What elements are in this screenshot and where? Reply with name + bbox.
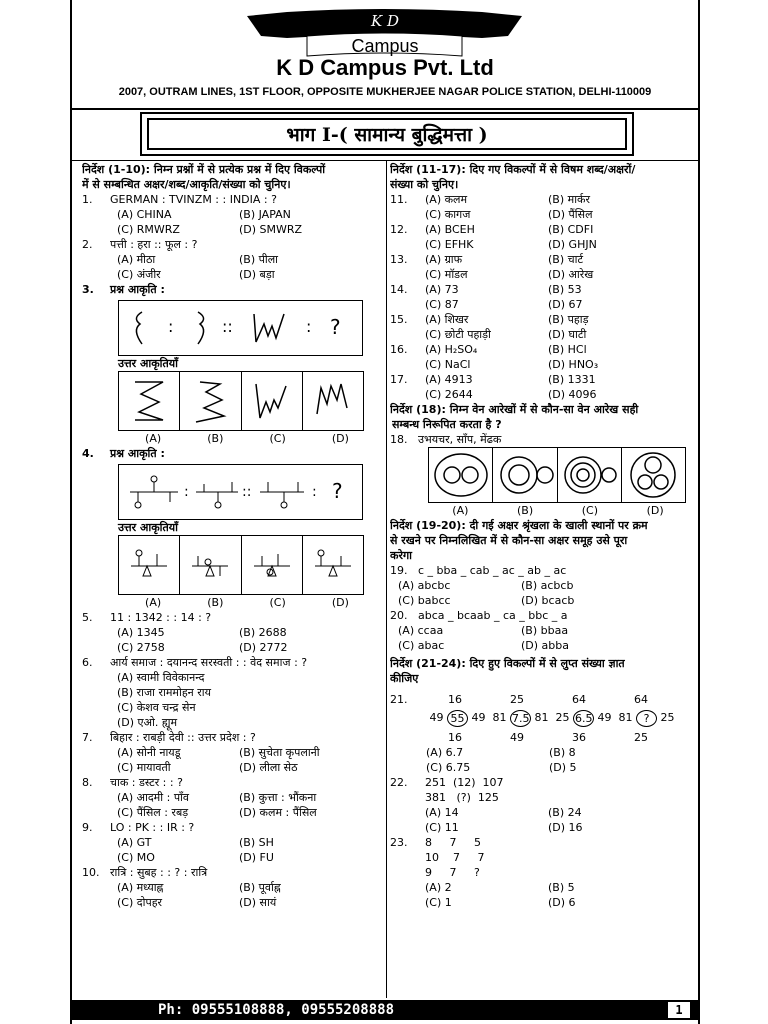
option-c[interactable]: (C) पैंसिल : रबड़ [117, 806, 189, 819]
number-cell: 49 [429, 711, 444, 724]
q-text: LO : PK : : IR : ? [110, 821, 195, 834]
option-d[interactable]: (D) 67 [548, 298, 583, 311]
option-c[interactable]: (C) 2644 [425, 388, 473, 401]
q2-options [117, 252, 390, 282]
q-number: 15. [390, 313, 408, 326]
venn-diagram-icon [495, 450, 555, 500]
number-cell: 25 [510, 693, 524, 706]
instruction-19-20-cont: से रखने पर निम्नलिखित में से कौन-सा अक्षर समूह उसे पूरा [390, 534, 628, 547]
q-number: 22. [390, 776, 408, 789]
q18-figure-b[interactable] [493, 448, 557, 502]
q-number: 21. [390, 693, 408, 706]
q-number: 1. [82, 193, 93, 206]
question-12 [390, 222, 696, 252]
number-cell: 25 [555, 711, 570, 724]
q-text: abca _ bcaab _ ca _ bbc _ a [418, 609, 568, 622]
q1-options [117, 207, 390, 237]
instruction-19-20-cont2: करेगा [390, 549, 412, 562]
q-number: 23. [390, 836, 408, 849]
option-d[interactable]: (D) 2772 [239, 641, 288, 654]
instruction-19-20: निर्देश (19-20): दी गई अक्षर श्रृंखला के खाली स्थानों पर क्रम [390, 519, 648, 532]
figure-label-c: (C) [269, 596, 286, 609]
q3-figure-b[interactable] [180, 372, 241, 430]
svg-text:?: ? [330, 315, 341, 339]
svg-text:::: :: [222, 317, 233, 336]
number-cell: 16 [448, 693, 462, 706]
option-d[interactable]: (D) bcacb [521, 594, 575, 607]
q4-answer-figures-label: उत्तर आकृतियाँ [118, 521, 178, 534]
option-d[interactable]: (D) आरेख [548, 268, 594, 281]
option-d[interactable]: (D) 5 [549, 761, 577, 774]
option-d[interactable]: (D) बड़ा [239, 268, 275, 281]
option-c[interactable]: (C) MO [117, 851, 155, 864]
option-c[interactable]: (C) अंजीर [117, 268, 161, 281]
q-number: 18. [390, 433, 408, 446]
option-c[interactable]: (C) मॉडल [425, 268, 468, 281]
venn-diagram-icon [623, 450, 683, 500]
q-number: 17. [390, 373, 408, 386]
option-d[interactable]: (D) 16 [548, 821, 583, 834]
option-d[interactable]: (D) 6 [548, 896, 576, 909]
option-b[interactable]: (B) SH [239, 836, 274, 849]
q12-options [425, 222, 668, 252]
option-b[interactable]: (B) HCl [548, 343, 587, 356]
q-text: रात्रि : सुबह : : ? : रात्रि [110, 866, 208, 879]
q4-answer-figures [118, 535, 364, 595]
option-b[interactable]: (B) JAPAN [239, 208, 291, 221]
svg-text:::: :: [242, 484, 252, 500]
instruction-21-24-cont: कीजिए [390, 672, 419, 685]
q-text: प्रश्न आकृति : [110, 447, 165, 460]
footer-bar [70, 1000, 700, 1020]
question-8 [82, 775, 390, 790]
option-c[interactable]: (C) मायावती [117, 761, 171, 774]
q-number: 2. [82, 238, 93, 251]
option-c[interactable]: (C) 11 [425, 821, 459, 834]
venn-diagram-icon [431, 450, 491, 500]
figure-label-b: (B) [207, 596, 224, 609]
footer-phone: Ph: 09555108888, 09555208888 [158, 1002, 395, 1018]
instruction-1-10-cont: में से सम्बन्धित अक्षर/शब्द/आकृति/संख्या को चुनिए। [82, 178, 291, 191]
q23-row-1: 8 7 5 [425, 836, 481, 849]
option-c[interactable]: (C) 6.75 [426, 761, 471, 774]
q-number: 5. [82, 611, 93, 624]
q3-figure-a[interactable] [119, 372, 180, 430]
zigzag-figure-icon [129, 378, 169, 424]
option-b[interactable]: (B) acbcb [521, 579, 574, 592]
option-d[interactable]: (D) SMWRZ [239, 223, 303, 236]
option-a[interactable]: (A) GT [117, 836, 152, 849]
svg-text::: : [312, 484, 317, 500]
question-15 [390, 312, 696, 342]
figure-label-a: (A) [145, 596, 162, 609]
q-number: 14. [390, 283, 408, 296]
option-d[interactable]: (D) एओ. ह्यूम [117, 716, 178, 729]
q11-options [425, 192, 668, 222]
q-number: 13. [390, 253, 408, 266]
q21-bottom-row [424, 730, 696, 745]
option-a[interactable]: (A) सोनी नायडू [117, 746, 181, 759]
q-number: 10. [82, 866, 100, 879]
figure-label-b: (B) [207, 432, 224, 445]
instruction-11-17: निर्देश (11-17): दिए गए विकल्पों में से विषम शब्द/अक्षरों/ [390, 163, 636, 176]
question-10 [82, 865, 390, 880]
q3-figure-d[interactable] [303, 372, 363, 430]
option-a[interactable]: (A) 2 [425, 881, 452, 894]
option-a[interactable]: (A) abcbc [398, 579, 451, 592]
q5-options [117, 625, 390, 655]
option-a[interactable]: (A) H₂SO₄ [425, 343, 478, 356]
q18-figure-c[interactable] [558, 448, 622, 502]
q22-row-2: 381 (?) 125 [425, 791, 499, 804]
option-d[interactable]: (D) HNO₃ [548, 358, 599, 371]
q15-options [425, 312, 668, 342]
instruction-11-17-cont: संख्या को चुनिए। [390, 178, 459, 191]
balance-figure-icon [311, 542, 355, 588]
option-c[interactable]: (C) abac [398, 639, 445, 652]
q16-options [425, 342, 668, 372]
q-number: 16. [390, 343, 408, 356]
question-1 [82, 192, 390, 207]
question-3 [82, 282, 390, 297]
option-a[interactable]: (A) 6.7 [426, 746, 464, 759]
option-b[interactable]: (B) bbaa [521, 624, 569, 637]
question-18 [390, 432, 696, 447]
option-b[interactable]: (B) 8 [549, 746, 576, 759]
option-d[interactable]: (D) सायं [239, 896, 277, 909]
q4-figure-b[interactable] [180, 536, 241, 594]
option-c[interactable]: (C) केशव चन्द्र सेन [117, 701, 196, 714]
q13-options [425, 252, 668, 282]
option-b[interactable]: (B) मार्कर [548, 193, 590, 206]
option-a[interactable]: (A) शिखर [425, 313, 469, 326]
q22-row-1: 251 (12) 107 [425, 776, 504, 789]
q-number: 3. [82, 283, 94, 296]
question-5 [82, 610, 390, 625]
q3-question-figure [118, 300, 363, 356]
q-text: GERMAN : TVINZM : : INDIA : ? [110, 193, 277, 206]
q-number: 8. [82, 776, 93, 789]
option-b[interactable]: (B) पीला [239, 253, 279, 266]
q18-venn-figures [428, 447, 686, 503]
option-a[interactable]: (A) मध्याह्न [117, 881, 164, 894]
instruction-1-10: निर्देश (1-10): निम्न प्रश्नों में से प्रत्येक प्रश्न में दिए विकल्पों [82, 163, 326, 176]
q8-options [117, 790, 390, 820]
balance-figure-icon [250, 542, 294, 588]
option-a[interactable]: (A) 73 [425, 283, 459, 296]
option-b[interactable]: (B) 1331 [548, 373, 596, 386]
number-cell: 49 [597, 711, 612, 724]
question-23 [390, 835, 696, 850]
option-d[interactable]: (D) लीला सेठ [239, 761, 298, 774]
q-number: 4. [82, 447, 94, 460]
option-b[interactable]: (B) चार्ट [548, 253, 584, 266]
q-text: प्रश्न आकृति : [110, 283, 165, 296]
option-b[interactable]: (B) 53 [548, 283, 582, 296]
question-2 [82, 237, 390, 252]
q-text: बिहार : राबड़ी देवी :: उत्तर प्रदेश : ? [110, 731, 256, 744]
option-a[interactable]: (A) ccaa [398, 624, 444, 637]
q20-options [398, 623, 696, 653]
option-c[interactable]: (C) RMWRZ [117, 223, 180, 236]
option-c[interactable]: (C) कागज [425, 208, 471, 221]
section-title-box [140, 112, 634, 156]
logo-campus-text: Campus [351, 36, 419, 56]
figure-label-d: (D) [331, 596, 349, 609]
q7-options [117, 745, 390, 775]
q17-options [425, 372, 668, 402]
figure-label-c: (C) [269, 432, 286, 445]
option-c[interactable]: (C) NaCl [425, 358, 471, 371]
number-cell: 81 [492, 711, 507, 724]
q4-figure-labels [122, 595, 372, 610]
figure-label-d: (D) [331, 432, 349, 445]
q-number: 9. [82, 821, 93, 834]
logo-kd-text: K D [370, 12, 399, 30]
q3-figure-labels [122, 431, 372, 446]
svg-text::: : [306, 317, 312, 336]
option-d[interactable]: (D) घाटी [548, 328, 587, 341]
number-cell: 16 [448, 731, 462, 744]
company-address: 2007, OUTRAM LINES, 1ST FLOOR, OPPOSITE MUKHERJEE NAGAR POLICE STATION, DELHI-110009 [118, 86, 652, 98]
question-9 [82, 820, 390, 835]
left-column [82, 162, 390, 910]
q-number: 19. [390, 564, 408, 577]
q3-figure-c[interactable] [242, 372, 303, 430]
q-number: 12. [390, 223, 408, 236]
page-number: 1 [668, 1002, 690, 1018]
figure-label-d: (D) [646, 504, 664, 517]
zigzag-figure-icon [252, 378, 292, 424]
figure-label-c: (C) [581, 504, 598, 517]
q-text: उभयचर, साँप, मेंढक [418, 433, 502, 446]
question-21 [390, 692, 696, 707]
option-a[interactable]: (A) आदमी : पाँव [117, 791, 190, 804]
question-22 [390, 775, 696, 790]
svg-text:?: ? [332, 479, 343, 503]
figure-label-a: (A) [145, 432, 162, 445]
q3-answer-figures-label: उत्तर आकृतियाँ [118, 357, 178, 370]
question-17 [390, 372, 696, 402]
q10-options [117, 880, 390, 910]
q-number: 7. [82, 731, 93, 744]
q14-options [425, 282, 668, 312]
option-b[interactable]: (B) राजा राममोहन राय [117, 686, 212, 699]
right-column [390, 162, 696, 910]
option-a[interactable]: (A) ग्राफ [425, 253, 463, 266]
number-cell: 64 [572, 693, 586, 706]
q22-options [425, 805, 696, 835]
option-d[interactable]: (D) abba [521, 639, 569, 652]
q-text: आर्य समाज : दयानन्द सरस्वती : : वेद समाज : ? [110, 656, 308, 669]
q6-options [117, 670, 390, 730]
q9-options [117, 835, 390, 865]
q23-options [425, 880, 696, 910]
option-b[interactable]: (B) पूर्वाह्न [239, 881, 281, 894]
q21-top-row [424, 692, 672, 707]
circled-number: ? [636, 710, 657, 727]
option-c[interactable]: (C) छोटी पहाड़ी [425, 328, 491, 341]
instruction-21-24: निर्देश (21-24): दिए हुए विकल्पों में से लुप्त संख्या ज्ञात [390, 657, 625, 670]
option-a[interactable]: (A) कलम [425, 193, 468, 206]
number-cell: 81 [534, 711, 549, 724]
company-name: K D Campus Pvt. Ltd [276, 55, 494, 80]
option-b[interactable]: (B) 24 [548, 806, 582, 819]
instruction-18: निर्देश (18): निम्न वेन आरेखों में से कौन-सा वेन आरेख सही [390, 403, 639, 416]
header [72, 0, 698, 110]
option-a[interactable]: (A) 4913 [425, 373, 473, 386]
number-cell: 25 [660, 711, 675, 724]
option-d[interactable]: (D) 4096 [548, 388, 597, 401]
question-4 [82, 446, 390, 461]
option-b[interactable]: (B) पहाड़ [548, 313, 589, 326]
option-b[interactable]: (B) 5 [548, 881, 575, 894]
question-7 [82, 730, 390, 745]
q-text: चाक : डस्टर : : ? [110, 776, 183, 789]
option-a[interactable]: (A) 14 [425, 806, 459, 819]
option-b[interactable]: (B) 2688 [239, 626, 287, 639]
zigzag-figure-icon [313, 378, 353, 424]
q4-figure-c[interactable] [242, 536, 303, 594]
option-c[interactable]: (C) babcc [398, 594, 451, 607]
option-a[interactable]: (A) 1345 [117, 626, 165, 639]
q-text: c _ bba _ cab _ ac _ ab _ ac [418, 564, 567, 577]
q-number: 11. [390, 193, 408, 206]
circled-number: 55 [447, 710, 468, 727]
question-11 [390, 192, 696, 222]
circled-number: 6.5 [575, 712, 593, 725]
instruction-18-cont: सम्बन्ध निरूपित करता है ? [392, 418, 502, 431]
question-14 [390, 282, 696, 312]
number-cell: 25 [634, 731, 648, 744]
content-divider [72, 160, 698, 161]
question-20 [390, 608, 696, 623]
q-number: 20. [390, 609, 408, 622]
q21-middle-row [426, 710, 696, 727]
zigzag-figure-icon [190, 378, 230, 424]
svg-text::: : [168, 317, 174, 336]
option-a[interactable]: (A) स्वामी विवेकानन्द [117, 671, 205, 684]
q-text: 11 : 1342 : : 14 : ? [110, 611, 212, 624]
number-cell: 64 [634, 693, 648, 706]
q18-figure-a[interactable] [429, 448, 493, 502]
option-d[interactable]: (D) GHJN [548, 238, 597, 251]
option-c[interactable]: (C) 87 [425, 298, 459, 311]
option-c[interactable]: (C) EFHK [425, 238, 474, 251]
balance-figure-icon [127, 542, 171, 588]
q23-row-3: 9 7 ? [425, 866, 480, 879]
q4-question-figure [118, 464, 363, 520]
option-a[interactable]: (A) CHINA [117, 208, 172, 221]
q23-row-2: 10 7 7 [425, 851, 485, 864]
option-d[interactable]: (D) FU [239, 851, 274, 864]
figure-label-b: (B) [517, 504, 534, 517]
venn-diagram-icon [559, 450, 619, 500]
q19-options [398, 578, 696, 608]
circled-number: 7.5 [512, 712, 530, 725]
number-cell: 36 [572, 731, 586, 744]
option-b[interactable]: (B) CDFI [548, 223, 594, 236]
question-19 [390, 563, 696, 578]
number-cell: 49 [510, 731, 524, 744]
option-a[interactable]: (A) BCEH [425, 223, 475, 236]
question-6 [82, 655, 390, 670]
question-13 [390, 252, 696, 282]
q-text: पत्ती : हरा :: फूल : ? [110, 238, 198, 251]
q4-figure-a[interactable] [119, 536, 180, 594]
option-d[interactable]: (D) पैंसिल [548, 208, 593, 221]
number-cell: 49 [471, 711, 486, 724]
option-c[interactable]: (C) 2758 [117, 641, 165, 654]
q3-answer-figures [118, 371, 364, 431]
q21-options [426, 745, 696, 775]
q18-figure-d[interactable] [622, 448, 685, 502]
balance-figure-icon [188, 542, 232, 588]
section-title: भाग I-( सामान्य बुद्धिमत्ता ) [147, 118, 627, 150]
q-number: 6. [82, 656, 93, 669]
svg-text::: : [184, 484, 189, 500]
option-c[interactable]: (C) 1 [425, 896, 452, 909]
number-cell: 81 [618, 711, 633, 724]
option-b[interactable]: (B) कुत्ता : भौंकना [239, 791, 317, 804]
option-c[interactable]: (C) दोपहर [117, 896, 163, 909]
q18-figure-labels [428, 503, 688, 518]
option-a[interactable]: (A) मीठा [117, 253, 156, 266]
option-d[interactable]: (D) कलम : पैंसिल [239, 806, 317, 819]
q4-figure-d[interactable] [303, 536, 363, 594]
option-b[interactable]: (B) सुचेता कृपलानी [239, 746, 320, 759]
question-16 [390, 342, 696, 372]
figure-label-a: (A) [452, 504, 469, 517]
